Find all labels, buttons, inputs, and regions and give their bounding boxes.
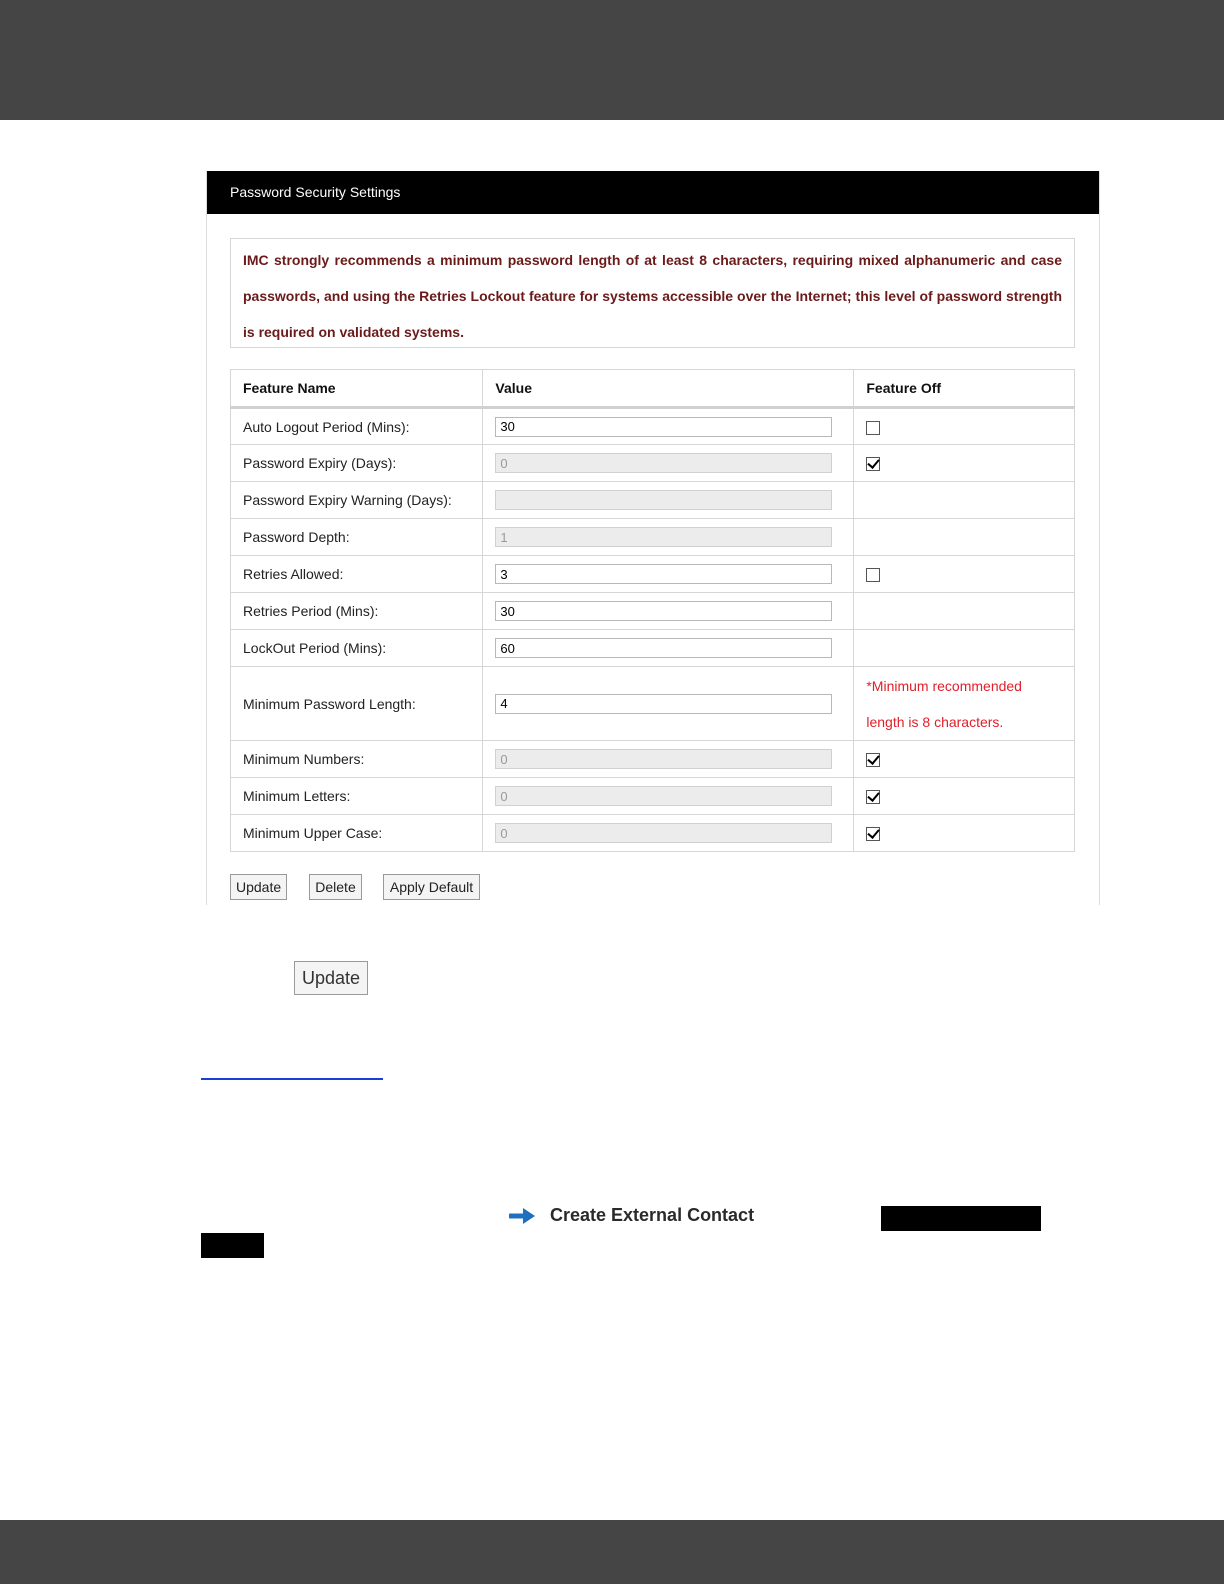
row-label: Retries Allowed: bbox=[231, 556, 483, 593]
value-cell bbox=[483, 556, 854, 593]
retries-allowed-input[interactable] bbox=[495, 564, 832, 584]
update-button[interactable]: Update bbox=[230, 874, 287, 900]
create-external-contact-label: Create External Contact bbox=[550, 1205, 755, 1225]
panel-title: Password Security Settings bbox=[207, 171, 1099, 214]
redacted-block bbox=[201, 1233, 264, 1258]
minimum-letters-input[interactable] bbox=[495, 786, 832, 806]
feature-off-cell bbox=[854, 556, 1075, 593]
column-header-feature: Feature Name bbox=[231, 370, 483, 408]
settings-table bbox=[230, 369, 1075, 852]
value-cell bbox=[483, 815, 854, 852]
row-label: Password Depth: bbox=[231, 519, 483, 556]
password-security-panel bbox=[206, 171, 1100, 905]
value-cell bbox=[483, 408, 854, 445]
apply-default-button[interactable]: Apply Default bbox=[383, 874, 480, 900]
feature-off-cell bbox=[854, 741, 1075, 778]
retries-period-input[interactable] bbox=[495, 601, 832, 621]
feature-off-cell bbox=[854, 408, 1075, 445]
password-expiry-warning-input[interactable] bbox=[495, 490, 832, 510]
row-password-expiry bbox=[231, 445, 1075, 482]
minimum-numbers-input[interactable] bbox=[495, 749, 832, 769]
row-retries-allowed bbox=[231, 556, 1075, 593]
feature-off-cell bbox=[854, 778, 1075, 815]
row-label: Password Expiry (Days): bbox=[231, 445, 483, 482]
row-minimum-numbers bbox=[231, 741, 1075, 778]
value-cell bbox=[483, 630, 854, 667]
value-cell bbox=[483, 778, 854, 815]
value-cell bbox=[483, 593, 854, 630]
value-cell bbox=[483, 741, 854, 778]
row-minimum-letters bbox=[231, 778, 1075, 815]
row-minimum-password-length bbox=[231, 667, 1075, 741]
delete-button[interactable]: Delete bbox=[309, 874, 362, 900]
minimum-letters-feature-off-checkbox[interactable] bbox=[866, 790, 880, 804]
redacted-block bbox=[881, 1206, 1041, 1231]
retries-allowed-feature-off-checkbox[interactable] bbox=[866, 568, 880, 582]
row-label: Minimum Numbers: bbox=[231, 741, 483, 778]
row-label: Password Expiry Warning (Days): bbox=[231, 482, 483, 519]
column-header-feature-off: Feature Off bbox=[854, 370, 1075, 408]
lockout-period-input[interactable] bbox=[495, 638, 832, 658]
feature-off-cell bbox=[854, 815, 1075, 852]
feature-off-cell bbox=[854, 519, 1075, 556]
row-retries-period bbox=[231, 593, 1075, 630]
row-label: LockOut Period (Mins): bbox=[231, 630, 483, 667]
value-cell bbox=[483, 519, 854, 556]
value-cell bbox=[483, 445, 854, 482]
feature-off-cell bbox=[854, 667, 1075, 741]
value-cell bbox=[483, 482, 854, 519]
standalone-update-button[interactable]: Update bbox=[294, 961, 368, 995]
row-label: Auto Logout Period (Mins): bbox=[231, 408, 483, 445]
password-depth-input[interactable] bbox=[495, 527, 832, 547]
recommendation-notice: IMC strongly recommends a minimum password length of at least 8 characters, requiring mixed alphanumeric and case passwords, and using the Retries Lockout feature for systems accessible over the Internet; this level of password strength is required on validated systems. bbox=[230, 238, 1075, 348]
column-header-value: Value bbox=[483, 370, 854, 408]
minimum-length-note: *Minimum recommended length is 8 characters. bbox=[866, 677, 1022, 730]
row-label: Minimum Letters: bbox=[231, 778, 483, 815]
auto-logout-period-input[interactable] bbox=[495, 417, 832, 437]
row-password-depth bbox=[231, 519, 1075, 556]
row-auto-logout-period bbox=[231, 408, 1075, 445]
feature-off-cell bbox=[854, 630, 1075, 667]
minimum-upper-case-input[interactable] bbox=[495, 823, 832, 843]
row-password-expiry-warning bbox=[231, 482, 1075, 519]
auto-logout-feature-off-checkbox[interactable] bbox=[866, 421, 880, 435]
minimum-numbers-feature-off-checkbox[interactable] bbox=[866, 753, 880, 767]
feature-off-cell bbox=[854, 482, 1075, 519]
table-header-row bbox=[231, 370, 1075, 408]
password-expiry-feature-off-checkbox[interactable] bbox=[866, 457, 880, 471]
row-label: Minimum Password Length: bbox=[231, 667, 483, 741]
arrow-right-icon bbox=[509, 1205, 537, 1227]
minimum-upper-case-feature-off-checkbox[interactable] bbox=[866, 827, 880, 841]
feature-off-cell bbox=[854, 593, 1075, 630]
row-label: Retries Period (Mins): bbox=[231, 593, 483, 630]
password-expiry-input[interactable] bbox=[495, 453, 832, 473]
value-cell bbox=[483, 667, 854, 741]
feature-off-cell bbox=[854, 445, 1075, 482]
row-label: Minimum Upper Case: bbox=[231, 815, 483, 852]
minimum-password-length-input[interactable] bbox=[495, 694, 832, 714]
row-lockout-period bbox=[231, 630, 1075, 667]
hyperlink-underline[interactable] bbox=[201, 1078, 383, 1080]
page-header-band bbox=[0, 0, 1224, 120]
row-minimum-upper-case bbox=[231, 815, 1075, 852]
page-footer-band bbox=[0, 1520, 1224, 1584]
